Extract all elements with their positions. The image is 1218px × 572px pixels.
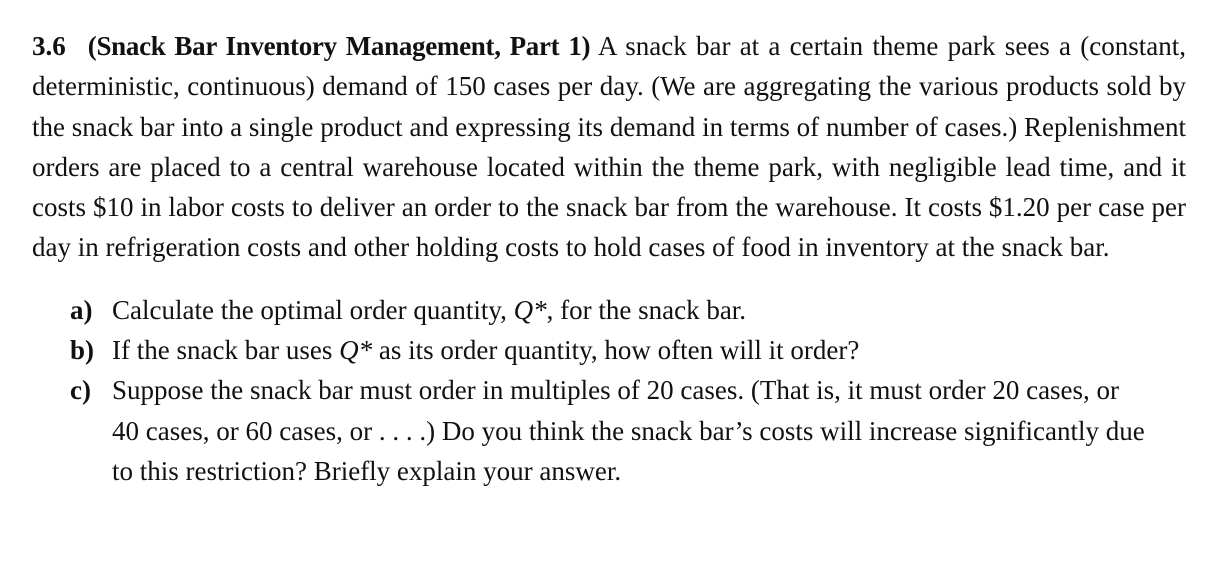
part-b-text-before: If the snack bar uses: [112, 335, 340, 366]
part-b-math: Q*: [339, 335, 373, 366]
part-a-text: [112, 290, 1150, 330]
part-b-label: b): [70, 335, 95, 366]
part-b-text-after: as its order quantity, how often will it order?: [372, 335, 860, 366]
problem-3-6: [32, 26, 1186, 491]
problem-title: (Snack Bar Inventory Management, Part 1): [87, 31, 591, 61]
part-c: [70, 370, 1150, 491]
problem-number: 3.6: [32, 31, 66, 61]
part-a-text-before: Calculate the optimal order quantity,: [112, 294, 514, 325]
part-a-text-after: , for the snack bar.: [546, 294, 747, 325]
part-a: [70, 290, 1150, 330]
part-a-label: a): [70, 294, 93, 325]
part-b: [70, 330, 1150, 370]
problem-statement: [32, 26, 1186, 268]
part-b-text: [112, 330, 1150, 370]
part-a-math: Q*: [513, 294, 547, 325]
part-c-label: c): [70, 375, 91, 406]
sub-questions: [32, 290, 1150, 491]
problem-body: A snack bar at a certain theme park sees a (constant, deterministic, continuous) demand of 150 cases per day. (We are aggregating the various products sold by the snack bar into a single product and expressing its demand in terms of number of cases.) Replenishment orders are placed to a central warehouse located within the theme park, with negligible lead time, and it costs $10 in labor costs to deliver an order to the snack bar from the warehouse. It costs $1.20 per case per day in refrigeration costs and other holding costs to hold cases of food in inventory at the snack bar.: [32, 31, 1186, 263]
part-c-text: Suppose the snack bar must order in multiples of 20 cases. (That is, it must order 20 cases, or 40 cases, or 60 cases, or . . . .) Do you think the snack bar’s costs will increase significantly due to this restriction? Briefly explain your answer.: [112, 375, 1145, 486]
